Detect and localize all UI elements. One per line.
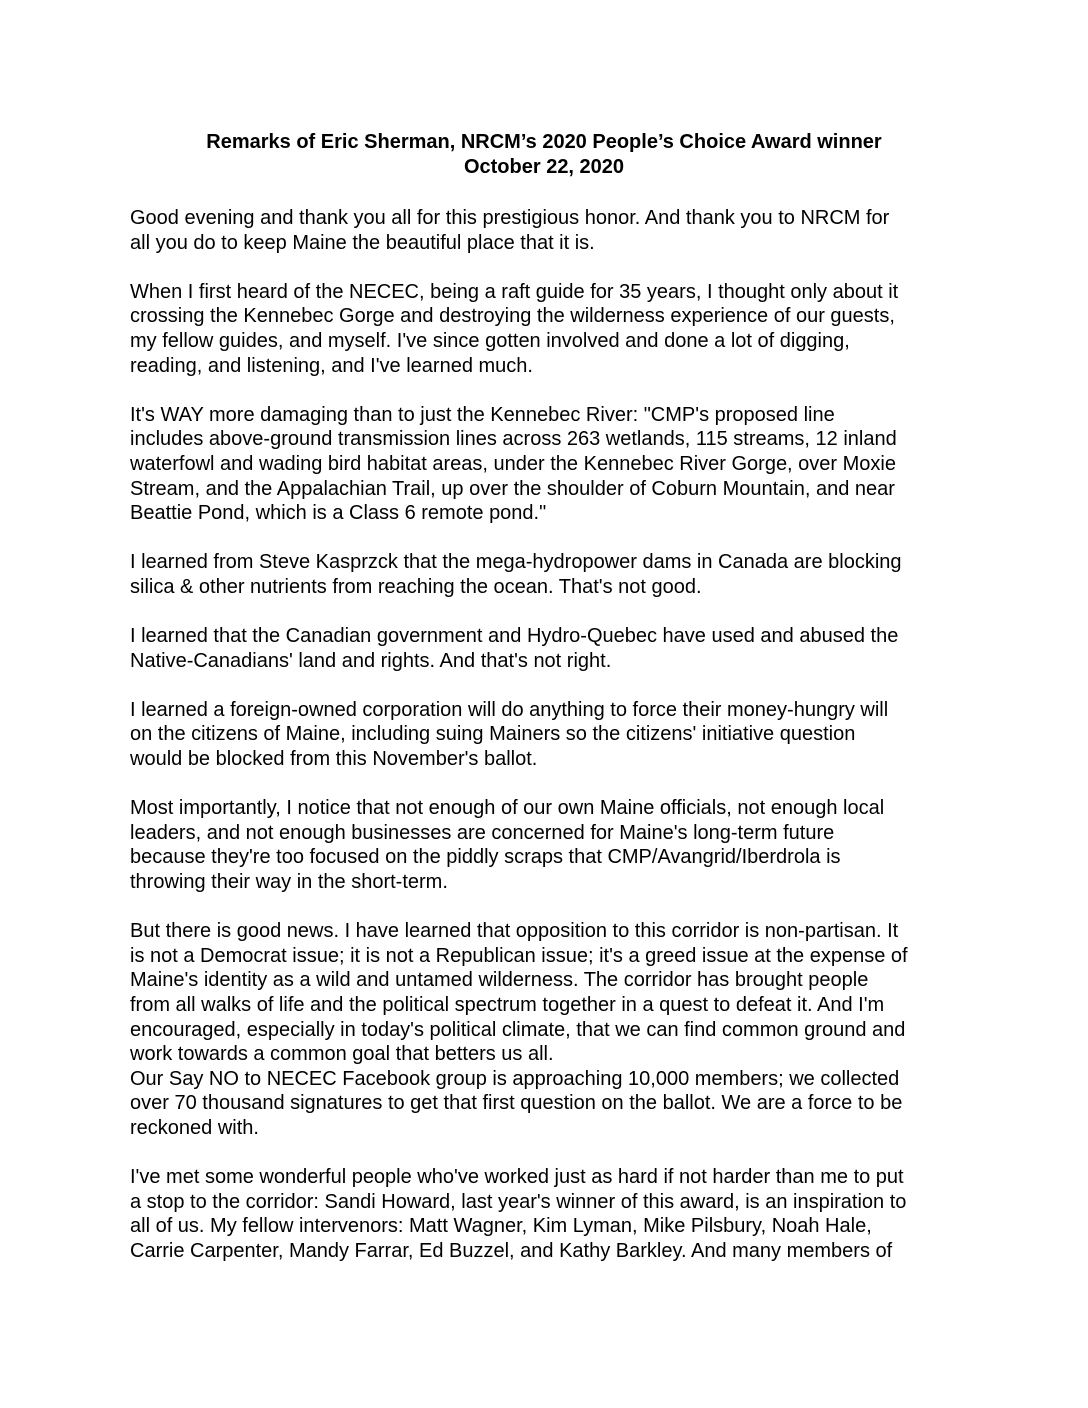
document-title [130,130,958,180]
paragraph-9: Our Say NO to NECEC Facebook group is approaching 10,000 members; we collected over 70 thousand signatures to get that first question on the ballot. We are a force to be reckoned with. [130,1067,903,1139]
document-body [130,206,970,1288]
paragraph-3: It's WAY more damaging than to just the Kennebec River: "CMP's proposed line includes above-ground transmission lines across 263 wetlands, 115 streams, 12 inland waterfowl and wading bird habitat areas, under the Kennebec River Gorge, over Moxie Stream, and the Appalachian Trail, up over the shoulder of Coburn Mountain, and near Beattie Pond, which is a Class 6 remote pond." [130,403,897,525]
title-line-2: October 22, 2020 [463,156,625,178]
paragraph-5: I learned that the Canadian government and Hydro-Quebec have used and abused the Native-Canadians' land and rights. And that's not right. [130,625,899,672]
paragraph-2: When I first heard of the NECEC, being a raft guide for 35 years, I thought only about it crossing the Kennebec Gorge and destroying the wilderness experience of our guests, my fellow guides, and myself. I've since gotten involved and done a lot of digging, reading, and listening, and I've learned much. [130,280,899,377]
paragraph-1: Good evening and thank you all for this prestigious honor. And thank you to NRCM for all you do to keep Maine the beautiful place that it is. [130,207,890,254]
paragraph-8: But there is good news. I have learned that opposition to this corridor is non-partisan. It is not a Democrat issue; it is not a Republican issue; it's a greed issue at the expense of Maine's identity as a wild and untamed wilderness. The corridor has brought people from all walks of life and the political spectrum together in a quest to defeat it. And I'm encouraged, especially in today's political climate, that we can find common ground and work towards a common goal that betters us all. [130,920,908,1066]
title-line-1: Remarks of Eric Sherman, NRCM’s 2020 People’s Choice Award winner [206,131,882,153]
paragraph-6: I learned a foreign-owned corporation will do anything to force their money-hungry will on the citizens of Maine, including suing Mainers so the citizens' initiative question would be blocked from this November's ballot. [130,698,889,771]
paragraph-10: I've met some wonderful people who've worked just as hard if not harder than me to put a stop to the corridor: Sandi Howard, last year's winner of this award, is an inspiration to all of us. My fellow intervenors: Matt Wagner, Kim Lyman, Mike Pilsbury, Noah Hale, Carrie Carpenter, Mandy Farrar, Ed Buzzel, and Kathy Barkley. And many members of [130,1166,907,1262]
paragraph-4: I learned from Steve Kasprzck that the mega-hydropower dams in Canada are blocking silica & other nutrients from reaching the ocean. That's not good. [130,551,902,598]
paragraph-7: Most importantly, I notice that not enough of our own Maine officials, not enough local leaders, and not enough businesses are concerned for Maine's long-term future because they're too focused on the piddly scraps that CMP/Avangrid/Iberdrola is throwing their way in the short-term. [130,797,885,894]
